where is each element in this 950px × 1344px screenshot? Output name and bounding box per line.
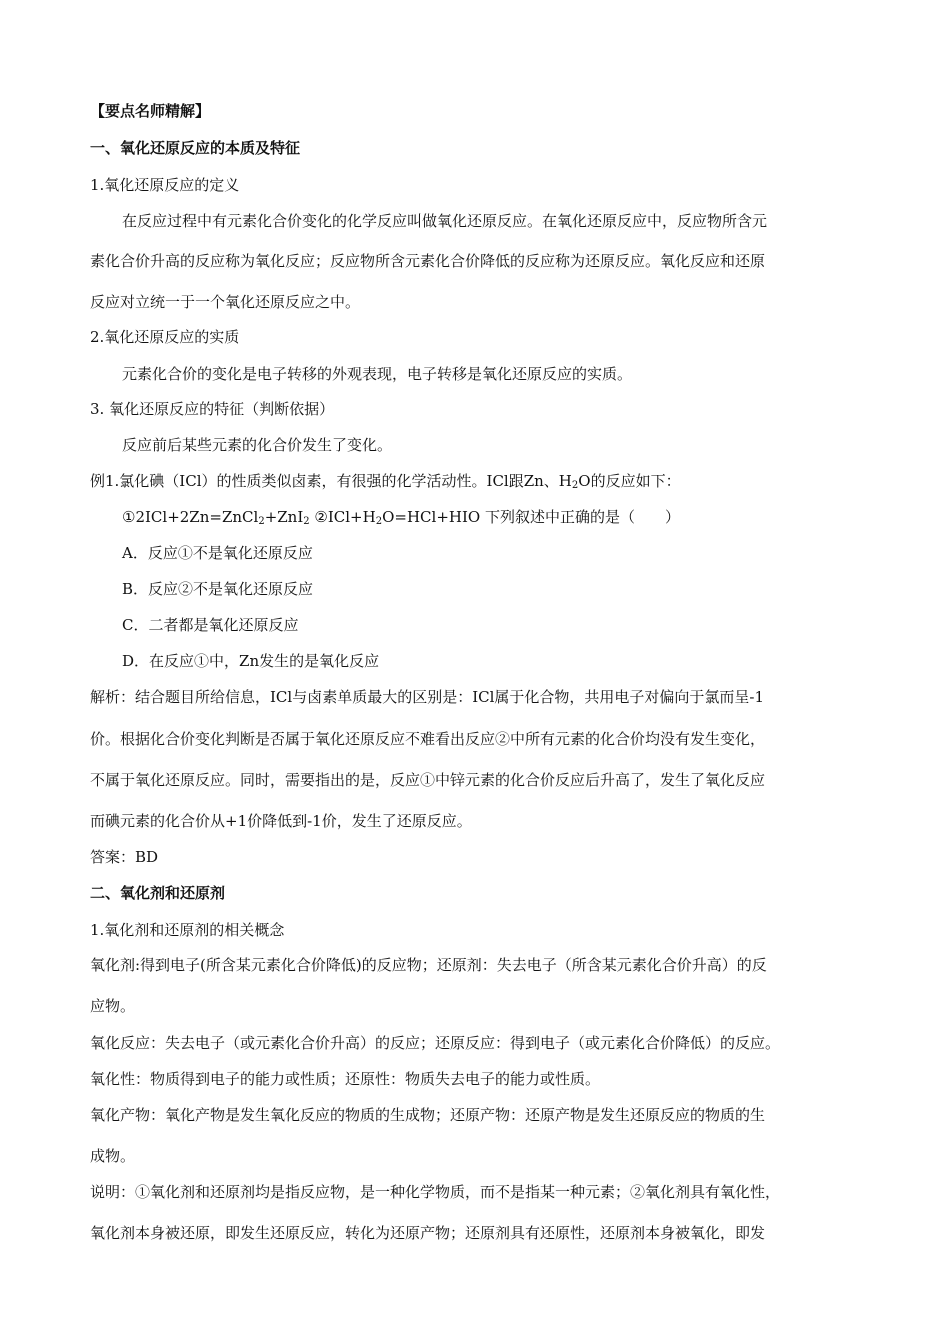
analysis-line2: 价。根据化合价变化判断是否属于氧化还原反应不难看出反应②中所有元素的化合价均没有发生变化， [90, 730, 766, 748]
analysis-line1: 解析：结合题目所给信息，ICl与卤素单质最大的区别是：ICl属于化合物，共用电子对偏向于氯而呈-1 [90, 688, 765, 706]
section2-line2: 应物。 [90, 997, 136, 1015]
section2-line6: 成物。 [90, 1147, 136, 1165]
section2-p1-title: 1.氧化剂和还原剂的相关概念 [90, 921, 285, 939]
section2-line5: 氧化产物：氧化产物是发生氧化反应的物质的生成物；还原产物：还原产物是发生还原反应的物质的生 [90, 1106, 766, 1124]
answer: 答案：BD [90, 848, 159, 866]
section2-line7: 说明：①氧化剂和还原剂均是指反应物，是一种化学物质，而不是指某一种元素；②氧化剂具有氧化性， [90, 1183, 781, 1201]
option-a: A．反应①不是氧化还原反应 [122, 544, 313, 562]
section2-line1: 氧化剂:得到电子(所含某元素化合价降低)的反应物；还原剂：失去电子（所含某元素化合价升高）的反 [90, 956, 767, 974]
section2-line3: 氧化反应：失去电子（或元素化合价升高）的反应；还原反应：得到电子（或元素化合价降低）的反应。 [90, 1034, 781, 1052]
option-b: B．反应②不是氧化还原反应 [122, 580, 314, 598]
option-c: C．二者都是氧化还原反应 [122, 616, 299, 634]
section2-heading: 二、氧化剂和还原剂 [90, 884, 226, 902]
option-d: D．在反应①中，Zn发生的是氧化反应 [122, 652, 380, 670]
section1-p3-title: 3. 氧化还原反应的特征（判断依据） [90, 400, 335, 418]
analysis-line3: 不属于氧化还原反应。同时，需要指出的是，反应①中锌元素的化合价反应后升高了，发生了氧化反应 [90, 771, 766, 789]
example-equations: ①2ICl+2Zn=ZnCl$_2$+ZnI$_2$ $②ICl+H_2O=HCl+HIO$ 下列叙述中正确的是（ ） [122, 508, 680, 527]
section2-line8: 氧化剂本身被还原，即发生还原反应，转化为还原产物；还原剂具有还原性，还原剂本身被氧化，即发 [90, 1224, 766, 1242]
section1-heading: 一、氧化还原反应的本质及特征 [90, 139, 301, 157]
section1-p3-line1: 反应前后某些元素的化合价发生了变化。 [122, 436, 393, 454]
section1-p1-line1: 在反应过程中有元素化合价变化的化学反应叫做氧化还原反应。在氧化还原反应中，反应物所含元 [122, 212, 768, 230]
section1-p1-line2: 素化合价升高的反应称为氧化反应；反应物所含元素化合价降低的反应称为还原反应。氧化反应和还原 [90, 252, 766, 270]
section1-p2-title: 2.氧化还原反应的实质 [90, 328, 240, 346]
doc-title: 【要点名师精解】 [90, 102, 211, 120]
section1-p1-title: 1.氧化还原反应的定义 [90, 176, 240, 194]
section2-line4: 氧化性：物质得到电子的能力或性质；还原性：物质失去电子的能力或性质。 [90, 1070, 601, 1088]
section1-p1-line3: 反应对立统一于一个氧化还原反应之中。 [90, 293, 361, 311]
section1-p2-line1: 元素化合价的变化是电子转移的外观表现，电子转移是氧化还原反应的实质。 [122, 365, 633, 383]
analysis-line4: 而碘元素的化合价从+1价降低到-1价，发生了还原反应。 [90, 812, 472, 830]
example-question: 例1.氯化碘（ICl）的性质类似卤素，有很强的化学活动性。ICl跟Zn、$H_2O$的反应如下： [90, 472, 681, 491]
